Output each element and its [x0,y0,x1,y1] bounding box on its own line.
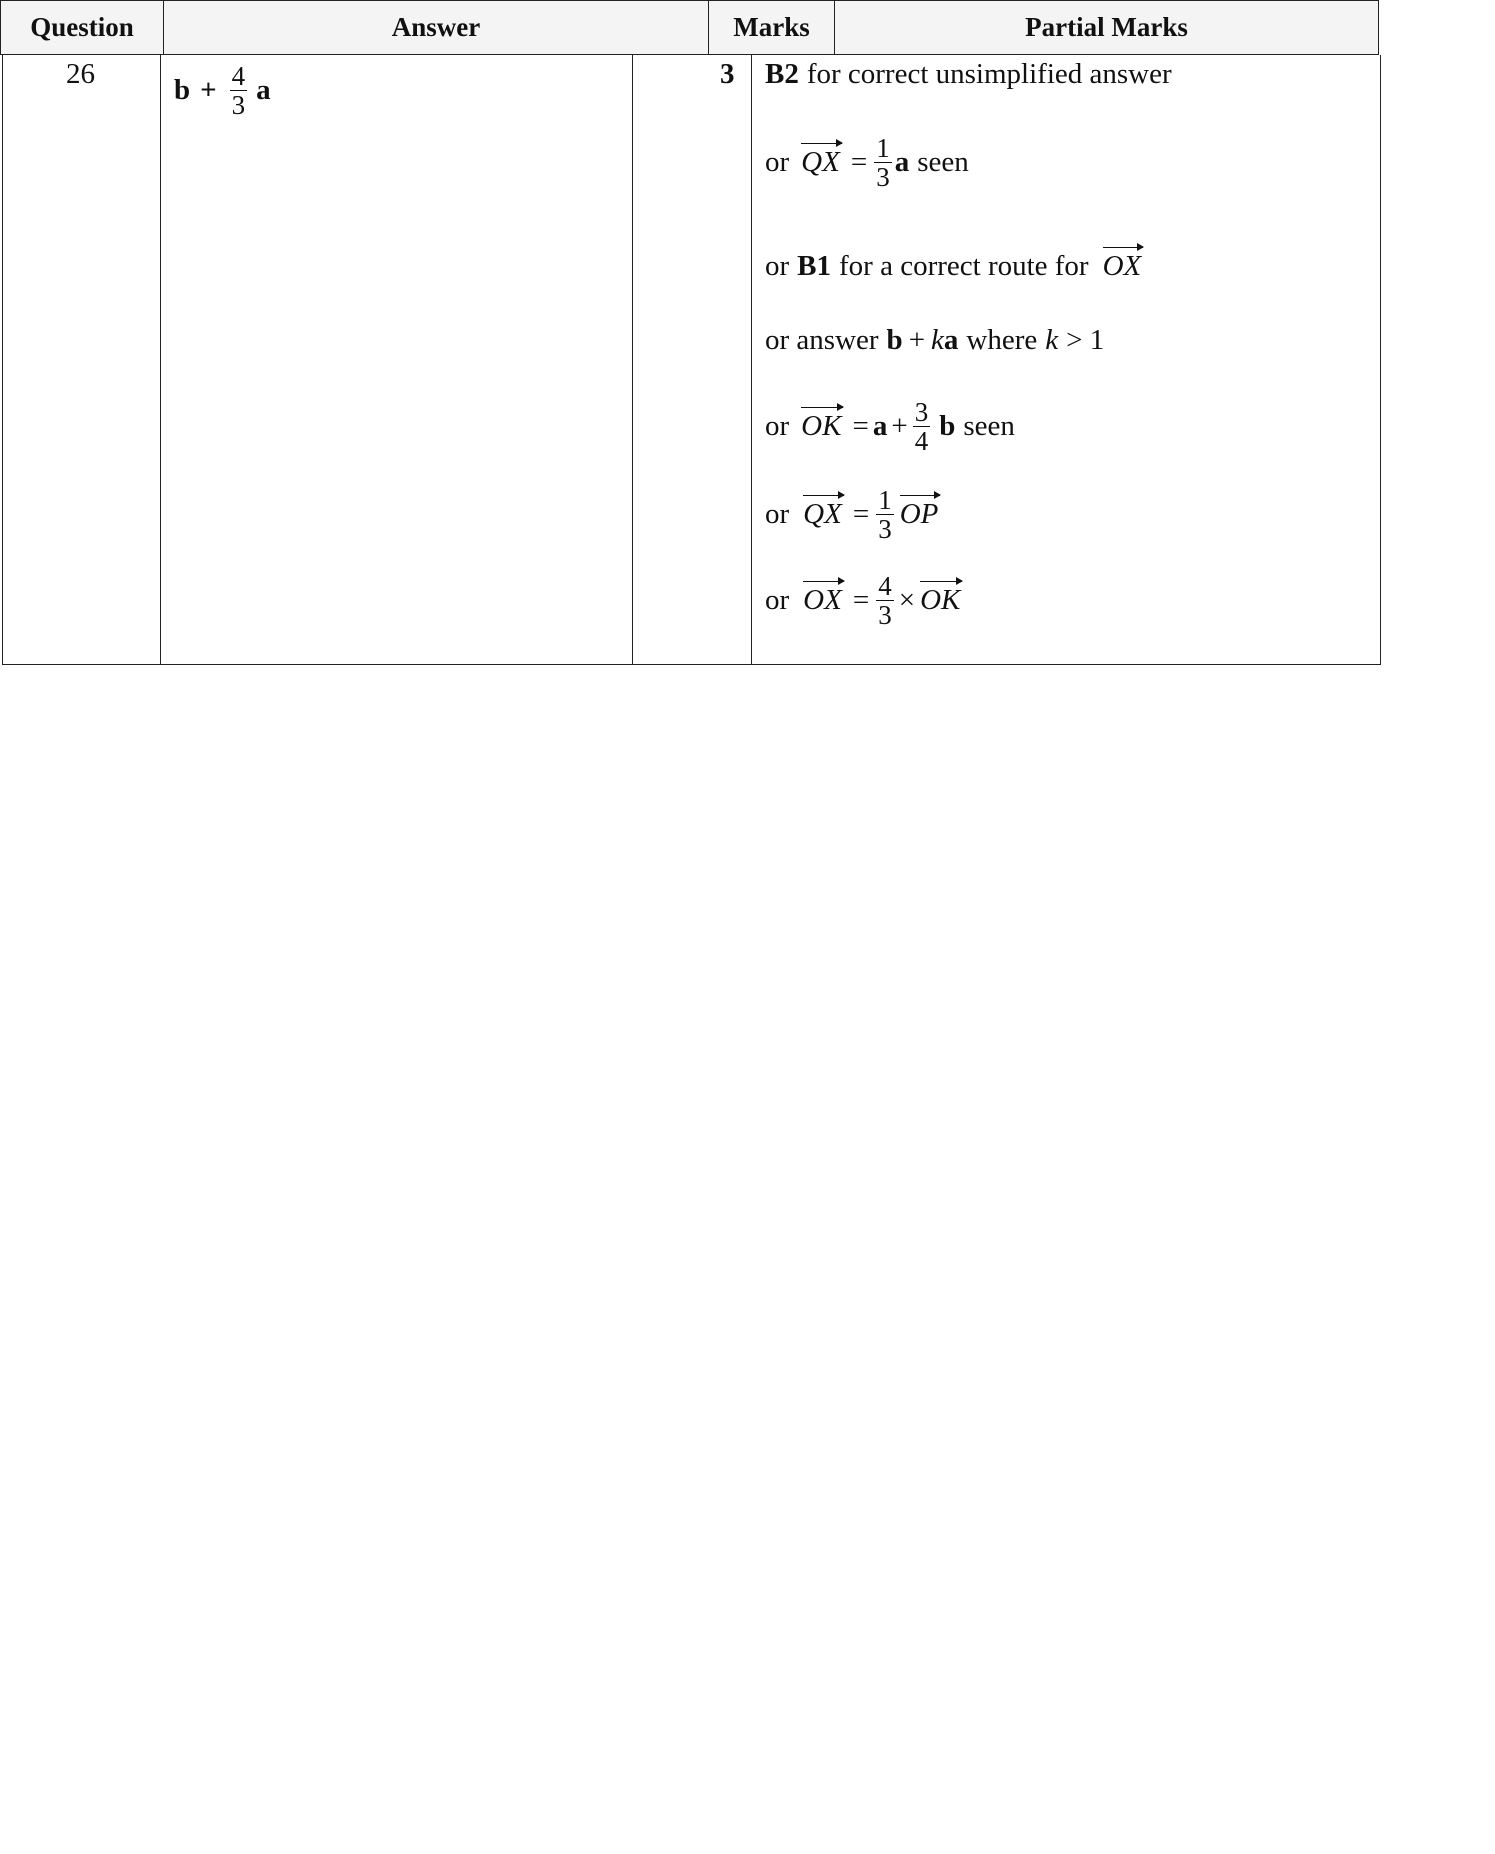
partial-line-2-eq: = [850,146,868,179]
grid-line-answer [632,55,633,665]
partial-code-b1: B1 [797,250,832,282]
header-question [0,0,164,55]
partial-line-6-den: 3 [878,514,892,545]
partial-line-4-where: where [966,324,1038,356]
partial-line-5-num: 3 [914,397,929,427]
partial-line-7-fraction [876,572,894,630]
partial-line-4-a: a [943,324,959,356]
answer-expression [174,62,271,120]
partial-line-6-num: 1 [878,485,892,515]
partial-line-6 [765,486,941,544]
answer-fraction-num: 4 [231,61,246,91]
header-answer [163,0,709,55]
vector-ok: OK [801,410,842,443]
partial-line-2 [765,134,969,192]
marks-value: 3 [720,58,735,90]
answer-a: a [256,74,271,107]
header-marks [708,0,835,55]
partial-line-3-text: for a correct route for [839,250,1089,282]
partial-line-6-eq: = [852,498,870,531]
answer-plus: + [200,74,217,107]
partial-line-4-k2: k [1045,324,1059,356]
partial-line-2-a: a [894,146,910,179]
partial-line-5-eq: = [852,410,869,443]
partial-line-2-fraction [874,134,892,192]
vector-ok-2: OK [920,584,961,617]
partial-line-5-tail: seen [963,410,1015,443]
partial-line-2-num: 1 [876,133,890,163]
grid-line-right [1380,55,1381,665]
partial-line-7-or: or [765,584,790,617]
partial-line-5-b: b [939,410,956,443]
header-partial-marks-label: Partial Marks [1025,12,1188,42]
partial-line-2-or: or [765,146,790,179]
partial-line-5-plus: + [891,410,908,443]
partial-line-1 [765,58,1172,91]
partial-line-3 [765,250,1144,283]
partial-line-2-tail: seen [917,146,969,179]
partial-line-7-den: 3 [878,600,892,631]
partial-line-4-gt: > 1 [1066,324,1105,356]
vector-qx-2: QX [803,498,842,531]
answer-b: b [174,74,191,107]
answer-fraction [230,62,248,120]
partial-line-4-plus: + [908,324,926,356]
header-partial-marks [834,0,1379,55]
partial-line-5 [765,398,1015,456]
partial-line-4-b: b [886,324,903,356]
partial-line-7 [765,572,963,630]
header-marks-label: Marks [733,12,810,42]
partial-line-7-num: 4 [878,571,892,601]
partial-line-2-den: 3 [876,162,890,193]
grid-line-left [2,55,3,665]
partial-line-7-times: × [898,584,916,617]
partial-line-4-pre: or answer [765,324,879,356]
partial-line-7-eq: = [852,584,870,617]
partial-code-b2: B2 [765,58,799,90]
partial-line-5-den: 4 [914,426,929,457]
partial-line-5-fraction [913,398,931,456]
vector-ox-2: OX [803,584,842,617]
header-question-label: Question [30,12,134,42]
partial-line-6-fraction [876,486,894,544]
partial-line-1-text: for correct unsimplified answer [806,58,1172,90]
question-number: 26 [66,58,95,90]
partial-line-6-or: or [765,498,790,531]
vector-ox: OX [1102,250,1142,282]
grid-line-marks [751,55,752,665]
answer-fraction-den: 3 [231,90,246,121]
vector-qx: QX [801,146,840,179]
partial-line-5-a: a [872,410,888,443]
vector-op: OP [899,498,939,531]
partial-line-4-k: k [931,324,944,356]
partial-line-4 [765,324,1104,357]
header-answer-label: Answer [391,12,481,42]
grid-line-bottom [2,664,1381,665]
partial-line-3-or: or [765,250,790,282]
grid-line-question [160,55,161,665]
partial-line-5-or: or [765,410,790,443]
